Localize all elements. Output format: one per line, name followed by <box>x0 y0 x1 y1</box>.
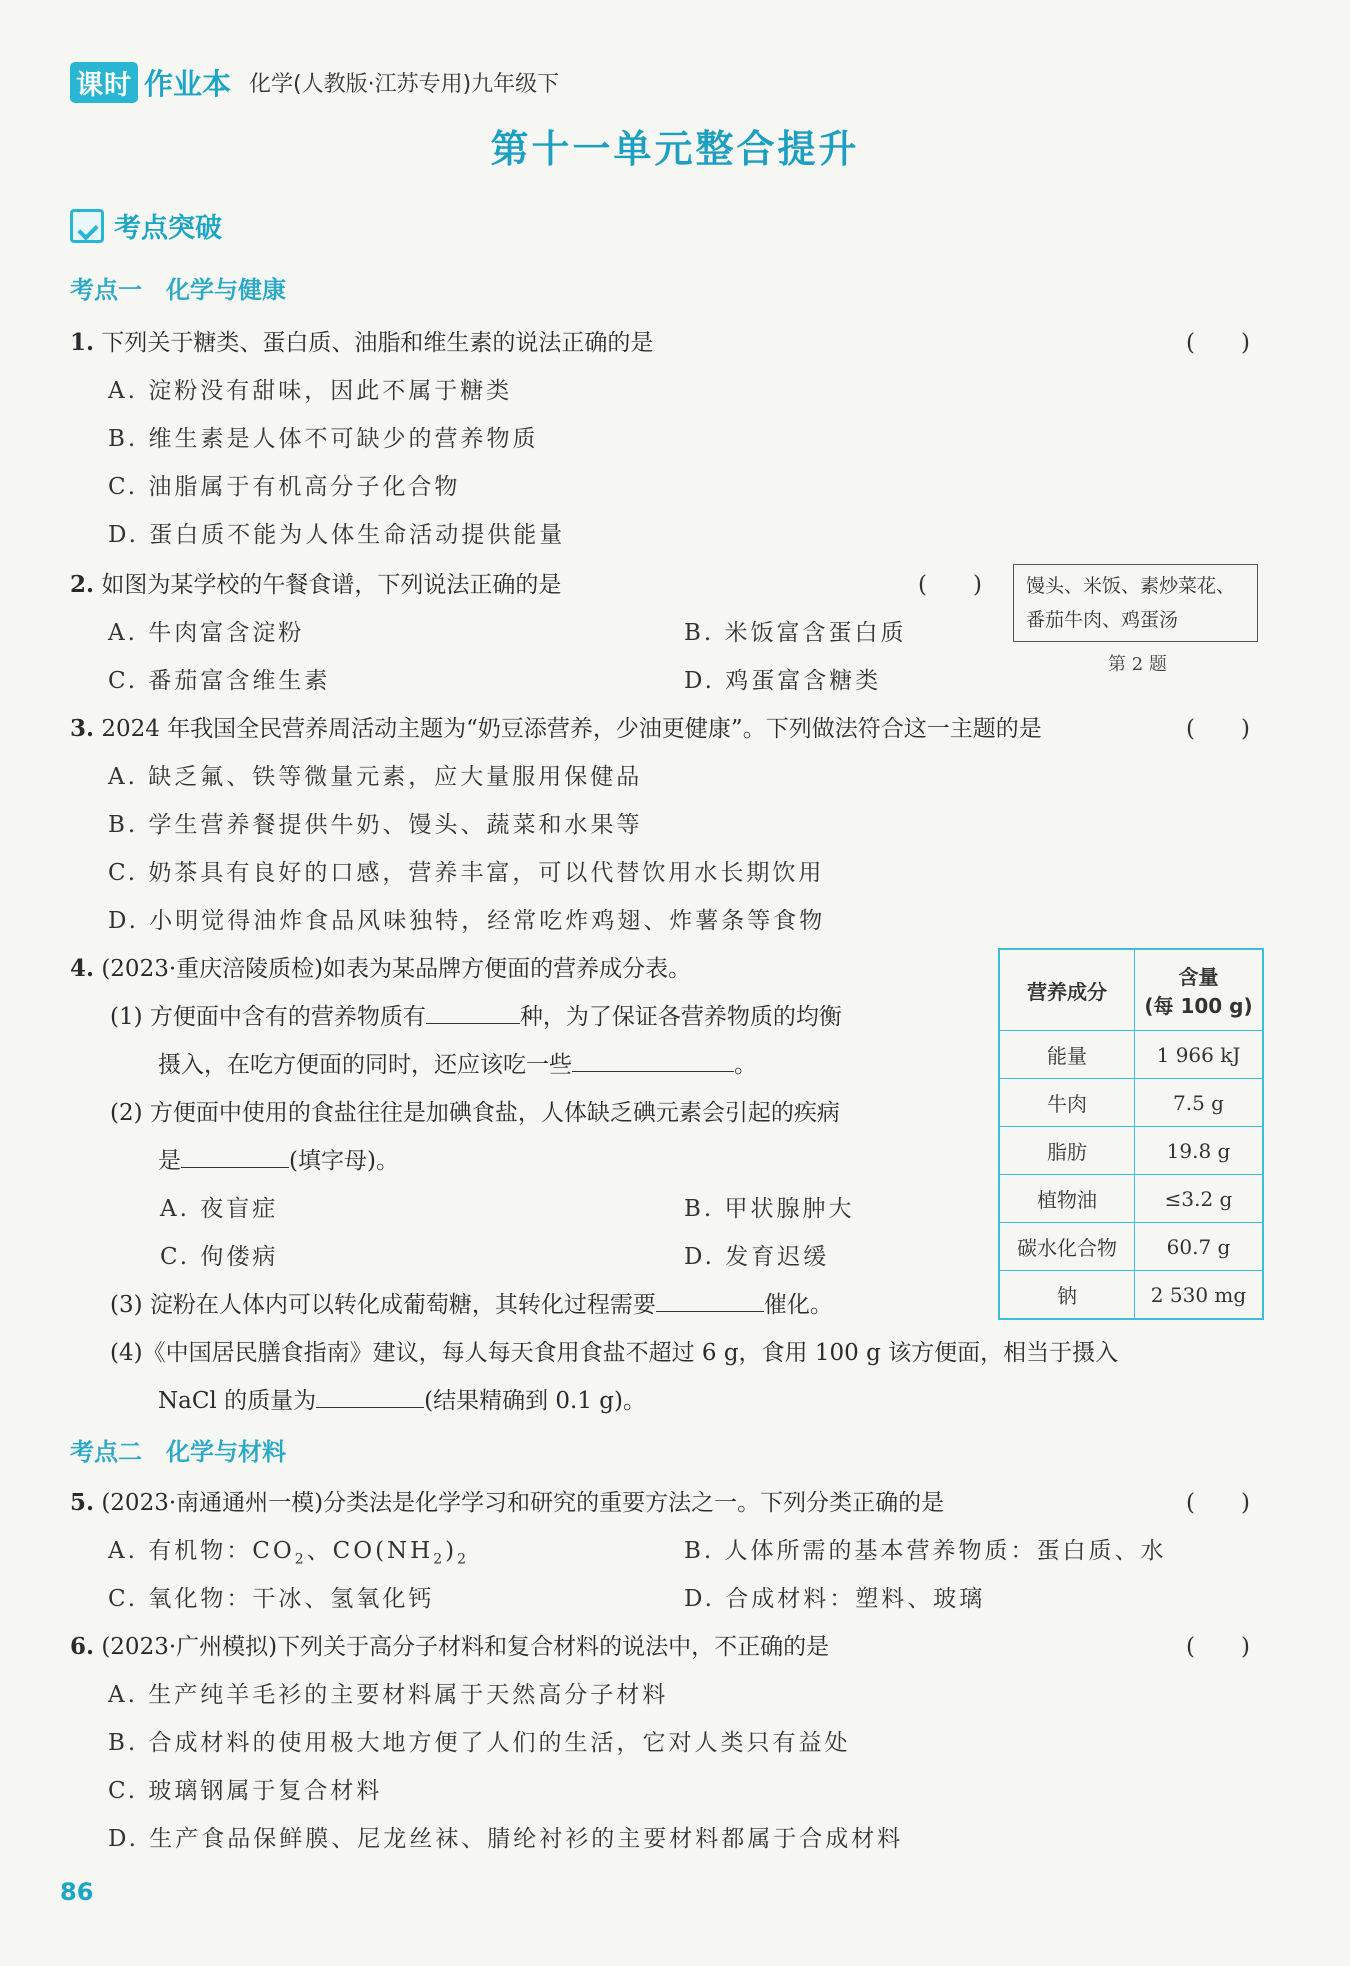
section-header <box>70 206 222 245</box>
subquestion-text: 。 <box>734 1052 757 1078</box>
option-c: C. 佝偻病 <box>160 1244 279 1270</box>
table-header-row <box>999 949 1263 1031</box>
subject-label: 化学(人教版·江苏专用)九年级下 <box>249 72 560 97</box>
nutrient-name: 能量 <box>999 1031 1135 1079</box>
section-title: 考点突破 <box>114 213 222 244</box>
answer-blank[interactable] <box>181 1145 289 1168</box>
question-stem: 2024 年我国全民营养周活动主题为“奶豆添营养，少油更健康”。下列做法符合这一主题的是 <box>101 716 1042 742</box>
table-row <box>999 1127 1263 1175</box>
table-row <box>999 1223 1263 1271</box>
option-text: A. 有机物：CO <box>108 1538 295 1564</box>
question-2 <box>70 566 561 599</box>
nutrient-amount: 2 530 mg <box>1135 1271 1264 1320</box>
answer-blank[interactable] <box>316 1385 424 1408</box>
option-c: C. 玻璃钢属于复合材料 <box>108 1778 383 1804</box>
option-b: B. 甲状腺肿大 <box>684 1196 855 1222</box>
table-row <box>999 1031 1263 1079</box>
subquestion-text: NaCl 的质量为 <box>158 1388 317 1414</box>
subquestion-text: (1) 方便面中含有的营养物质有 <box>110 1004 426 1030</box>
option-d: D. 合成材料：塑料、玻璃 <box>684 1586 986 1612</box>
subscript: 2 <box>294 1551 307 1568</box>
table-row <box>999 1271 1263 1320</box>
table-row <box>999 1079 1263 1127</box>
option-d: D. 蛋白质不能为人体生命活动提供能量 <box>108 522 566 548</box>
subquestion-1-cont <box>158 1046 757 1079</box>
option-b: B. 维生素是人体不可缺少的营养物质 <box>108 426 539 452</box>
nutrient-name: 牛肉 <box>999 1079 1135 1127</box>
question-number: 3. <box>70 715 95 742</box>
option-d: D. 鸡蛋富含糖类 <box>684 668 882 694</box>
option-c: C. 奶茶具有良好的口感，营养丰富，可以代替饮用水长期饮用 <box>108 860 825 886</box>
question-number: 2. <box>70 571 95 598</box>
subquestion-2-cont <box>158 1142 399 1175</box>
nutrient-name: 碳水化合物 <box>999 1223 1135 1271</box>
option-a: A. 缺乏氟、铁等微量元素，应大量服用保健品 <box>108 764 643 790</box>
column-header <box>1135 949 1264 1031</box>
question-number: 6. <box>70 1633 95 1660</box>
option-a: A. 牛肉富含淀粉 <box>108 620 305 646</box>
lunch-menu-box: 馒头、米饭、素炒菜花、番茄牛肉、鸡蛋汤 <box>1013 564 1258 642</box>
answer-blank[interactable] <box>572 1049 734 1072</box>
checklist-icon <box>70 209 104 243</box>
table-row <box>999 1175 1263 1223</box>
question-number: 4. <box>70 955 95 982</box>
nutrient-name: 钠 <box>999 1271 1135 1320</box>
option-a <box>108 1532 469 1568</box>
option-c: C. 氧化物：干冰、氢氧化钙 <box>108 1586 435 1612</box>
column-header-line: (每 100 g) <box>1144 994 1253 1018</box>
nutrient-amount: ≤3.2 g <box>1135 1175 1264 1223</box>
answer-blank[interactable] <box>426 1001 520 1024</box>
nutrient-amount: 60.7 g <box>1135 1223 1264 1271</box>
option-a: A. 夜盲症 <box>160 1196 279 1222</box>
option-text: 、CO(NH <box>306 1538 434 1564</box>
answer-paren: ( ) <box>1186 330 1250 356</box>
question-6 <box>70 1628 829 1661</box>
page-number: 86 <box>60 1878 94 1906</box>
question-number: 1. <box>70 329 95 356</box>
option-a: A. 淀粉没有甜味，因此不属于糖类 <box>108 378 513 404</box>
option-d: D. 发育迟缓 <box>684 1244 830 1270</box>
brand-header <box>70 62 559 103</box>
brand-logo: 课时 <box>70 62 138 103</box>
question-stem: 如图为某学校的午餐食谱，下列说法正确的是 <box>101 572 562 598</box>
question-5 <box>70 1484 944 1517</box>
subquestion-text: 催化。 <box>763 1292 833 1318</box>
nutrition-table <box>998 948 1264 1320</box>
nutrient-amount: 7.5 g <box>1135 1079 1264 1127</box>
option-b: B. 学生营养餐提供牛奶、馒头、蔬菜和水果等 <box>108 812 643 838</box>
subquestion-4-cont <box>158 1382 646 1415</box>
subquestion-3 <box>110 1286 833 1319</box>
subquestion-2: (2) 方便面中使用的食盐往往是加碘食盐，人体缺乏碘元素会引起的疾病 <box>110 1100 840 1126</box>
nutrient-amount: 19.8 g <box>1135 1127 1264 1175</box>
subquestion-text: (3) 淀粉在人体内可以转化成葡萄糖，其转化过程需要 <box>110 1292 656 1318</box>
option-c: C. 油脂属于有机高分子化合物 <box>108 474 461 500</box>
question-stem: 下列关于糖类、蛋白质、油脂和维生素的说法正确的是 <box>101 330 654 356</box>
subquestion-1 <box>110 998 842 1031</box>
answer-paren: ( ) <box>1186 1634 1250 1660</box>
figure-caption: 第 2 题 <box>1108 654 1167 675</box>
subquestion-4: (4)《中国居民膳食指南》建议，每人每天食用食盐不超过 6 g，食用 100 g 该方便面，相当于摄入 <box>110 1340 1119 1366</box>
subscript: 2 <box>433 1551 446 1568</box>
column-header: 营养成分 <box>999 949 1135 1031</box>
page-title: 第十一单元整合提升 <box>490 126 860 171</box>
option-b: B. 人体所需的基本营养物质：蛋白质、水 <box>684 1538 1167 1564</box>
answer-paren: ( ) <box>1186 716 1250 742</box>
subquestion-text: (结果精确到 0.1 g)。 <box>424 1388 646 1414</box>
nutrient-name: 脂肪 <box>999 1127 1135 1175</box>
subscript: 2 <box>457 1551 470 1568</box>
brand-book-name: 作业本 <box>144 67 232 101</box>
column-header-line: 含量 <box>1178 965 1219 989</box>
option-text: ) <box>445 1538 458 1564</box>
option-b: B. 合成材料的使用极大地方便了人们的生活，它对人类只有益处 <box>108 1730 851 1756</box>
option-a: A. 生产纯羊毛衫的主要材料属于天然高分子材料 <box>108 1682 669 1708</box>
question-stem: (2023·重庆涪陵质检)如表为某品牌方便面的营养成分表。 <box>101 956 692 982</box>
subquestion-text: 是 <box>158 1148 181 1174</box>
option-b: B. 米饭富含蛋白质 <box>684 620 907 646</box>
key-point-1-heading: 考点一 化学与健康 <box>70 276 286 304</box>
question-4 <box>70 950 691 983</box>
option-d: D. 生产食品保鲜膜、尼龙丝袜、腈纶衬衫的主要材料都属于合成材料 <box>108 1826 904 1852</box>
answer-paren: ( ) <box>918 572 982 598</box>
option-c: C. 番茄富含维生素 <box>108 668 331 694</box>
subquestion-text: 种，为了保证各营养物质的均衡 <box>519 1004 842 1030</box>
subquestion-text: 摄入，在吃方便面的同时，还应该吃一些 <box>158 1052 572 1078</box>
answer-blank[interactable] <box>656 1289 764 1312</box>
question-stem: (2023·广州模拟)下列关于高分子材料和复合材料的说法中，不正确的是 <box>101 1634 830 1660</box>
answer-paren: ( ) <box>1186 1490 1250 1516</box>
key-point-2-heading: 考点二 化学与材料 <box>70 1438 286 1466</box>
question-3 <box>70 710 1042 743</box>
nutrient-amount: 1 966 kJ <box>1135 1031 1264 1079</box>
subquestion-text: (填字母)。 <box>289 1148 399 1174</box>
question-stem: (2023·南通通州一模)分类法是化学学习和研究的重要方法之一。下列分类正确的是 <box>101 1490 945 1516</box>
question-1 <box>70 324 653 357</box>
nutrient-name: 植物油 <box>999 1175 1135 1223</box>
question-number: 5. <box>70 1489 95 1516</box>
option-d: D. 小明觉得油炸食品风味独特，经常吃炸鸡翅、炸薯条等食物 <box>108 908 826 934</box>
